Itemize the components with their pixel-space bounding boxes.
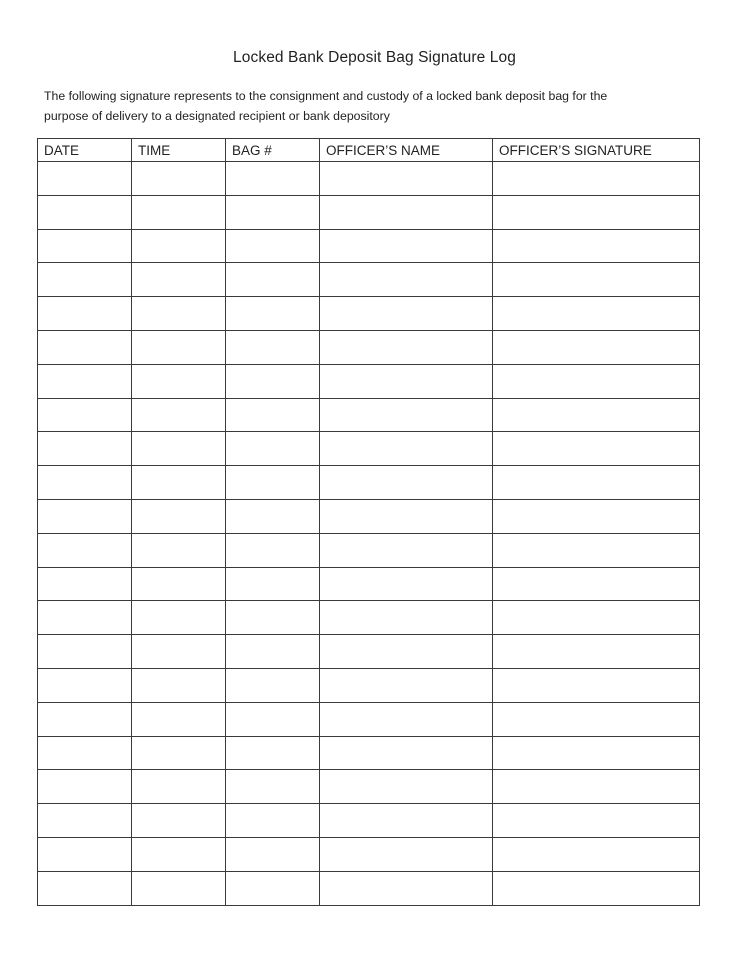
table-row [38,466,700,500]
time-cell [132,229,226,263]
table-row [38,736,700,770]
officer-name-cell [320,432,493,466]
date-cell [38,162,132,196]
date-cell [38,635,132,669]
table-row [38,297,700,331]
table-row [38,635,700,669]
officer-signature-cell [493,635,700,669]
date-cell [38,195,132,229]
officer-signature-cell [493,466,700,500]
bag-number-cell [226,702,320,736]
date-cell [38,432,132,466]
date-cell [38,330,132,364]
officer-name-cell [320,601,493,635]
officer-name-cell [320,533,493,567]
bag-number-cell [226,770,320,804]
time-cell [132,162,226,196]
column-header-officer-name: OFFICER’S NAME [320,139,493,162]
time-cell [132,804,226,838]
officer-signature-cell [493,668,700,702]
table-row [38,432,700,466]
officer-name-cell [320,871,493,905]
date-cell [38,702,132,736]
time-cell [132,770,226,804]
time-cell [132,364,226,398]
date-cell [38,466,132,500]
bag-number-cell [226,466,320,500]
date-cell [38,837,132,871]
officer-signature-cell [493,499,700,533]
bag-number-cell [226,668,320,702]
time-cell [132,601,226,635]
time-cell [132,263,226,297]
bag-number-cell [226,871,320,905]
table-row [38,364,700,398]
column-header-time: TIME [132,139,226,162]
officer-signature-cell [493,364,700,398]
page-title: Locked Bank Deposit Bag Signature Log [233,49,516,66]
officer-name-cell [320,263,493,297]
bag-number-cell [226,263,320,297]
time-cell [132,533,226,567]
bag-number-cell [226,162,320,196]
date-cell [38,263,132,297]
bag-number-cell [226,635,320,669]
table-row [38,398,700,432]
time-cell [132,668,226,702]
officer-name-cell [320,635,493,669]
column-header-bag-number: BAG # [226,139,320,162]
officer-name-cell [320,736,493,770]
date-cell [38,364,132,398]
table-row [38,567,700,601]
bag-number-cell [226,736,320,770]
date-cell [38,804,132,838]
officer-signature-cell [493,330,700,364]
officer-name-cell [320,162,493,196]
table-row [38,229,700,263]
officer-signature-cell [493,837,700,871]
officer-signature-cell [493,702,700,736]
officer-name-cell [320,195,493,229]
time-cell [132,635,226,669]
officer-name-cell [320,466,493,500]
table-header-row [38,139,700,162]
intro-paragraph [44,86,704,126]
table-row [38,871,700,905]
officer-signature-cell [493,229,700,263]
time-cell [132,466,226,500]
table-row [38,804,700,838]
date-cell [38,533,132,567]
table-body [38,162,700,906]
time-cell [132,330,226,364]
bag-number-cell [226,364,320,398]
table-row [38,330,700,364]
officer-signature-cell [493,871,700,905]
officer-name-cell [320,364,493,398]
date-cell [38,229,132,263]
officer-signature-cell [493,804,700,838]
table-row [38,263,700,297]
officer-signature-cell [493,195,700,229]
officer-name-cell [320,668,493,702]
table-row [38,770,700,804]
officer-signature-cell [493,263,700,297]
date-cell [38,668,132,702]
officer-name-cell [320,837,493,871]
table-row [38,195,700,229]
officer-name-cell [320,567,493,601]
officer-signature-cell [493,567,700,601]
officer-signature-cell [493,736,700,770]
table-row [38,162,700,196]
table-row [38,601,700,635]
intro-line-2: purpose of delivery to a designated recipient or bank depository [44,109,390,123]
officer-name-cell [320,702,493,736]
bag-number-cell [226,432,320,466]
officer-name-cell [320,398,493,432]
time-cell [132,499,226,533]
officer-signature-cell [493,432,700,466]
table-row [38,837,700,871]
officer-signature-cell [493,601,700,635]
intro-line-1: The following signature represents to the consignment and custody of a locked bank deposit bag for the [44,89,608,103]
bag-number-cell [226,330,320,364]
time-cell [132,871,226,905]
time-cell [132,297,226,331]
date-cell [38,601,132,635]
officer-name-cell [320,330,493,364]
officer-signature-cell [493,533,700,567]
bag-number-cell [226,499,320,533]
time-cell [132,567,226,601]
date-cell [38,736,132,770]
time-cell [132,398,226,432]
bag-number-cell [226,229,320,263]
time-cell [132,432,226,466]
date-cell [38,398,132,432]
bag-number-cell [226,567,320,601]
time-cell [132,702,226,736]
officer-name-cell [320,770,493,804]
bag-number-cell [226,804,320,838]
column-header-date: DATE [38,139,132,162]
date-cell [38,297,132,331]
time-cell [132,195,226,229]
date-cell [38,871,132,905]
officer-name-cell [320,229,493,263]
table-row [38,702,700,736]
time-cell [132,837,226,871]
date-cell [38,499,132,533]
bag-number-cell [226,533,320,567]
bag-number-cell [226,837,320,871]
officer-signature-cell [493,162,700,196]
officer-signature-cell [493,398,700,432]
signature-log-table [37,138,700,906]
date-cell [38,770,132,804]
officer-name-cell [320,499,493,533]
bag-number-cell [226,195,320,229]
table-row [38,499,700,533]
table-row [38,533,700,567]
officer-name-cell [320,297,493,331]
bag-number-cell [226,297,320,331]
officer-signature-cell [493,297,700,331]
bag-number-cell [226,601,320,635]
time-cell [132,736,226,770]
column-header-officer-signature: OFFICER’S SIGNATURE [493,139,700,162]
officer-signature-cell [493,770,700,804]
date-cell [38,567,132,601]
bag-number-cell [226,398,320,432]
officer-name-cell [320,804,493,838]
table-row [38,668,700,702]
